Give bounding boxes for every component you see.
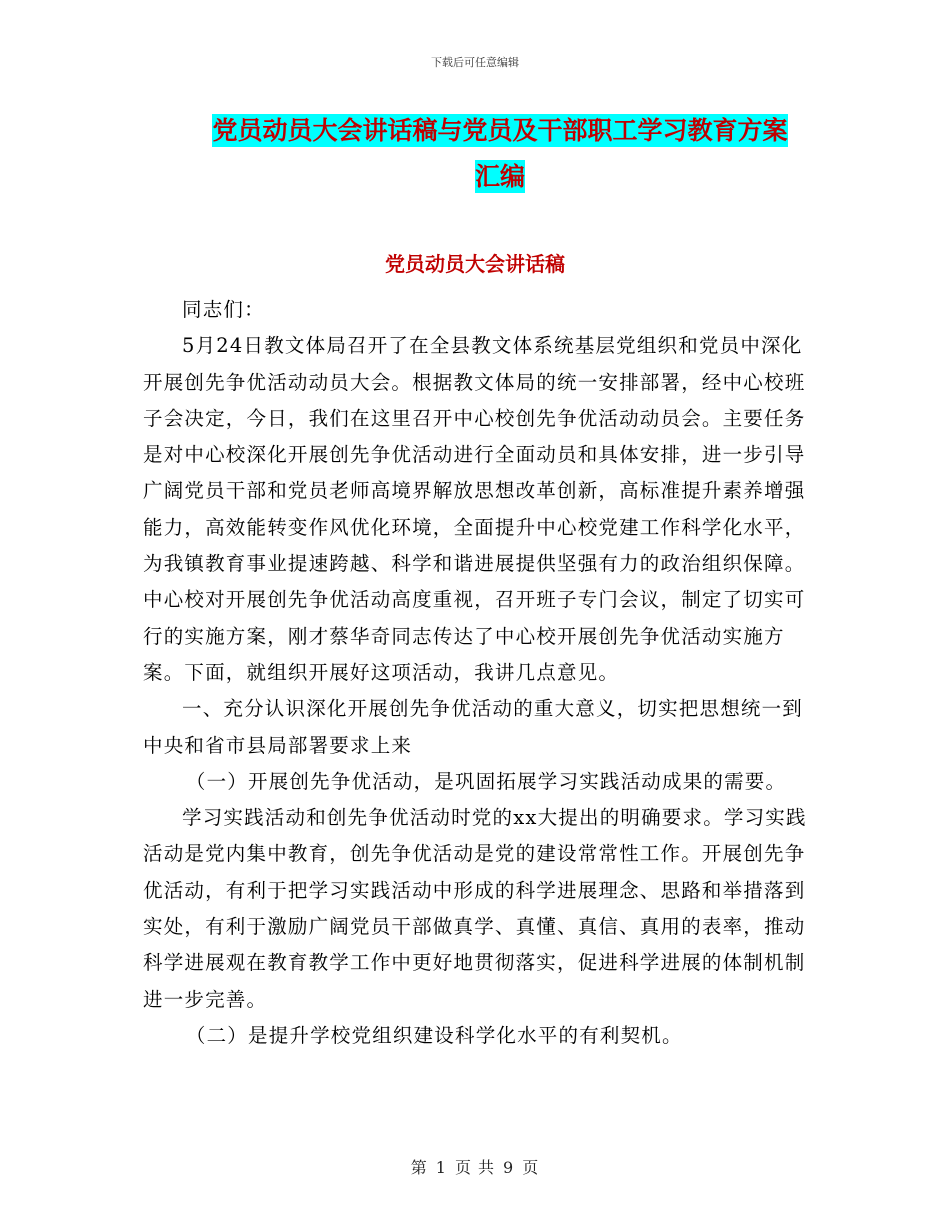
body-text bbox=[143, 292, 809, 1054]
paragraph-subheading: （一）开展创先争优活动，是巩固拓展学习实践活动成果的需要。 bbox=[185, 769, 787, 793]
page-number: 1 bbox=[435, 1158, 447, 1177]
paragraph-salutation: 同志们： bbox=[182, 298, 265, 321]
section-title: 党员动员大会讲话稿 bbox=[385, 252, 565, 276]
paragraph: 学习实践活动和创先争优活动时党的xx大提出的明确要求。学习实践活动是党内集中教育，创先争优活动是党的建设常常性工作。开展创先争优活动，有利于把学习实践活动中形成的科学进展理念、思路和举措落到实处，有利于激励广阔党员干部做真学、真懂、真信、真用的表率，推动科学进展观在教育教学工作中更好地贯彻落实，促进科学进展的体制机制进一步完善。 bbox=[143, 806, 807, 1011]
paragraph-heading: 一、充分认识深化开展创先争优活动的重大意义，切实把思想统一到中央和省市县局部署要求上来 bbox=[143, 697, 804, 757]
page-total: 9 bbox=[503, 1158, 515, 1177]
paragraph-subheading: （二）是提升学校党组织建设科学化水平的有利契机。 bbox=[185, 1023, 683, 1047]
document-title bbox=[140, 108, 860, 200]
footer-prefix: 第 bbox=[410, 1158, 428, 1177]
page-footer bbox=[0, 1155, 950, 1178]
footer-mid: 页 共 bbox=[454, 1158, 496, 1177]
footer-suffix: 页 bbox=[522, 1158, 540, 1177]
header-note: 下载后可任意编辑 bbox=[431, 56, 519, 69]
document-title-line2: 汇编 bbox=[474, 162, 525, 191]
document-title-line1: 党员动员大会讲话稿与党员及干部职工学习教育方案 bbox=[212, 116, 788, 145]
paragraph: 5月24日教文体局召开了在全县教文体系统基层党组织和党员中深化开展创先争优活动动员大会。根据教文体局的统一安排部署，经中心校班子会决定，今日，我们在这里召开中心校创先争优活动动员会。主要任务是对中心校深化开展创先争优活动进行全面动员和具体安排，进一步引导广阔党员干部和党员老师高境界解放思想改革创新，高标准提升素养增强能力，高效能转变作风优化环境，全面提升中心校党建工作科学化水平，为我镇教育事业提速跨越、科学和谐进展提供坚强有力的政治组织保障。中心校对开展创先争优活动高度重视，召开班子专门会议，制定了切实可行的实施方案，刚才蔡华奇同志传达了中心校开展创先争优活动实施方案。下面，就组织开展好这项活动，我讲几点意见。 bbox=[143, 334, 806, 684]
